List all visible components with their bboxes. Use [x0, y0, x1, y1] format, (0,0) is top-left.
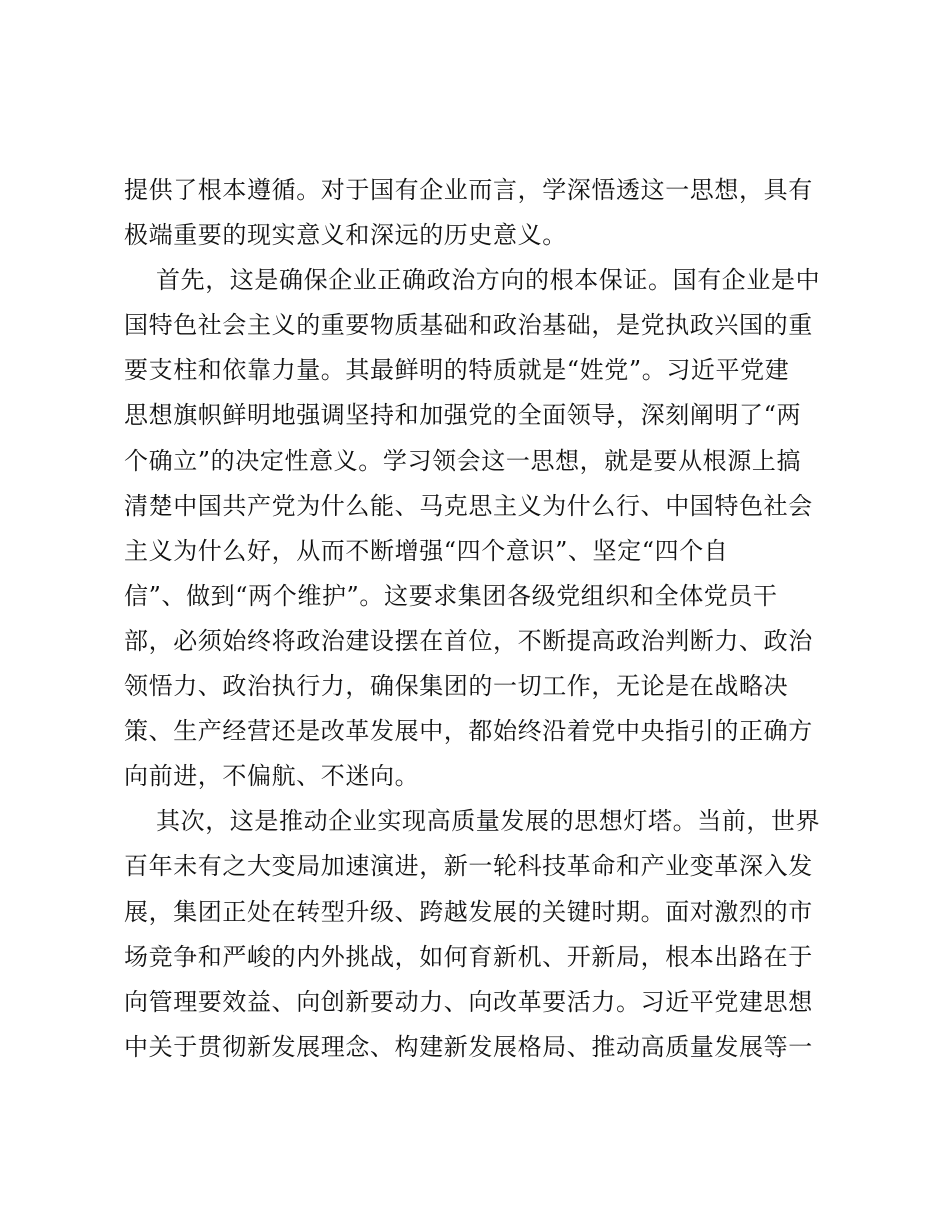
- text-line: 国特色社会主义的重要物质基础和政治基础，是党执政兴国的重: [124, 311, 813, 340]
- text-line: 策、生产经营还是改革发展中，都始终沿着党中央指引的正确方: [124, 717, 813, 746]
- text-line: 中关于贯彻新发展理念、构建新发展格局、推动高质量发展等一: [124, 1032, 813, 1061]
- text-line: 极端重要的现实意义和深远的历史意义。: [124, 221, 567, 250]
- text-line: 领悟力、政治执行力，确保集团的一切工作，无论是在战略决: [124, 672, 789, 701]
- text-line: 部，必须始终将政治建设摆在首位，不断提高政治判断力、政治: [124, 626, 813, 655]
- text-line: 要支柱和依靠力量。其最鲜明的特质就是“姓党”。习近平党建: [124, 356, 790, 385]
- text-line: 场竞争和严峻的内外挑战，如何育新机、开新局，根本出路在于: [124, 942, 813, 971]
- text-line: 百年未有之大变局加速演进，新一轮科技革命和产业变革深入发: [124, 852, 813, 881]
- paragraph-first-line: 其次，这是推动企业实现高质量发展的思想灯塔。当前，世界: [156, 807, 821, 836]
- text-line: 向管理要效益、向创新要动力、向改革要活力。习近平党建思想: [124, 987, 813, 1016]
- text-line: 个确立”的决定性意义。学习领会这一思想，就是要从根源上搞: [124, 446, 802, 475]
- text-line: 提供了根本遵循。对于国有企业而言，学深悟透这一思想，具有: [124, 176, 813, 204]
- text-line: 信”、做到“两个维护”。这要求集团各级党组织和全体党员干: [124, 581, 778, 610]
- body-text: [124, 168, 828, 1070]
- text-line: 思想旗帜鲜明地强调坚持和加强党的全面领导，深刻阐明了“两: [124, 401, 802, 430]
- text-line: 展，集团正处在转型升级、跨越发展的关键时期。面对激烈的市: [124, 897, 813, 926]
- text-line: 主义为什么好，从而不断增强“四个意识”、坚定“四个自: [124, 536, 729, 565]
- text-line: 向前进，不偏航、不迷向。: [124, 762, 420, 791]
- paragraph-first-line: 首先，这是确保企业正确政治方向的根本保证。国有企业是中: [156, 266, 821, 295]
- text-line: 清楚中国共产党为什么能、马克思主义为什么行、中国特色社会: [124, 491, 813, 520]
